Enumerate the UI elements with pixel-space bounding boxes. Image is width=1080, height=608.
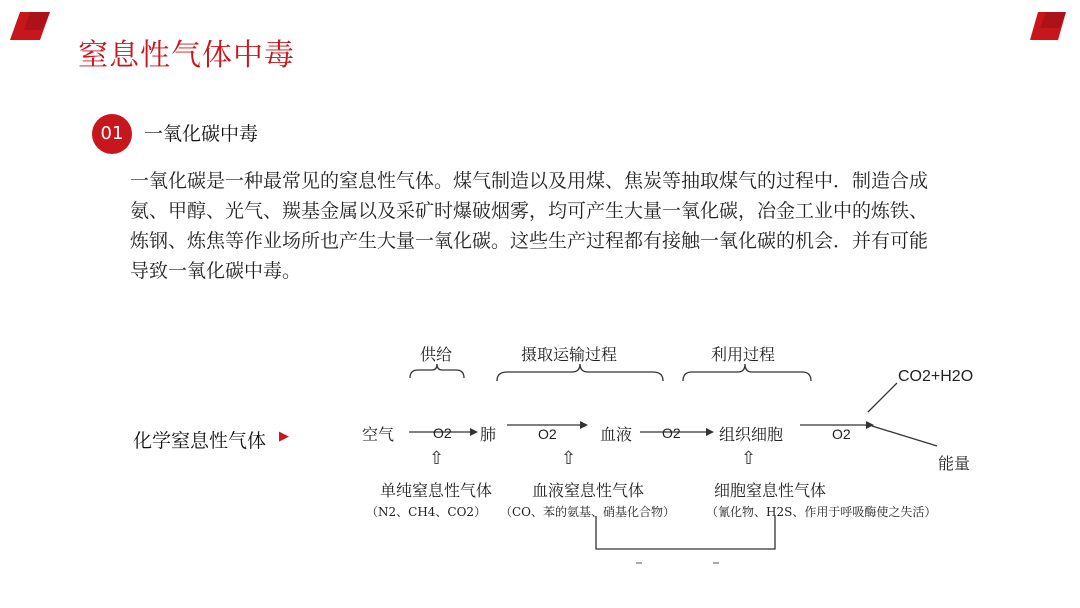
type-simple-examples: （N2、CH4、CO2） xyxy=(366,505,487,519)
paragraph-line: 一氧化碳是一种最常见的窒息性气体。煤气制造以及用煤、焦炭等抽取煤气的过程中．制造合成 xyxy=(130,170,929,192)
branch-up-co2 xyxy=(868,383,897,412)
type-cell-label: 细胞窒息性气体 xyxy=(714,481,827,500)
arrowhead-tissue-out xyxy=(866,421,874,429)
intro-paragraph xyxy=(130,166,990,286)
section-heading: 一氧化碳中毒 xyxy=(144,123,259,145)
node-o2-3: O2 xyxy=(662,425,681,441)
brace-uptake xyxy=(497,364,663,381)
type-cell-examples: （氰化物、H2S、作用于呼吸酶使之失活） xyxy=(706,505,937,519)
page-title: 窒息性气体中毒 xyxy=(78,38,295,73)
node-blood: 血液 xyxy=(600,425,633,444)
type-blood-examples: （CO、苯的氨基、硝基化合物） xyxy=(500,505,676,519)
node-tissue: 组织细胞 xyxy=(719,425,784,444)
stage-uptake-label: 摄取运输过程 xyxy=(521,345,618,364)
node-co2-h2o: CO2+H2O xyxy=(898,368,974,385)
triangle-right-icon: ▶ xyxy=(279,429,289,444)
node-energy: 能量 xyxy=(938,454,971,473)
stage-supply-label: 供给 xyxy=(420,345,453,364)
up-arrow-icon: ⇧ xyxy=(429,448,445,469)
type-blood-label: 血液窒息性气体 xyxy=(532,481,645,500)
paragraph-line: 导致一氧化碳中毒。 xyxy=(130,260,302,282)
arrowhead-lung-blood xyxy=(580,421,588,429)
brace-use xyxy=(683,364,811,381)
paragraph-line: 氨、甲醇、光气、羰基金属以及采矿时爆破烟雾，均可产生大量一氧化碳，冶金工业中的炼铁、 xyxy=(130,200,929,222)
stage-use-label: 利用过程 xyxy=(711,345,776,364)
arrowhead-blood-tissue xyxy=(706,428,714,436)
up-arrow-icon: ⇧ xyxy=(561,448,577,469)
up-arrow-icon: ⇧ xyxy=(741,448,757,469)
node-lung: 肺 xyxy=(480,425,497,444)
arrowhead-air-lung xyxy=(470,428,478,436)
node-o2-4: O2 xyxy=(832,426,851,442)
brace-supply xyxy=(410,364,464,378)
type-simple-label: 单纯窒息性气体 xyxy=(380,481,493,500)
section-number-badge: 01 xyxy=(92,114,132,154)
node-o2-1: O2 xyxy=(433,425,452,441)
node-air: 空气 xyxy=(362,425,395,444)
branch-down-energy xyxy=(872,426,937,446)
bottom-bracket xyxy=(596,516,775,549)
paragraph-line: 炼钢、炼焦等作业场所也产生大量一氧化碳。这些生产过程都有接触一氧化碳的机会．并有可能 xyxy=(130,230,929,252)
diagram-side-label: 化学窒息性气体 xyxy=(133,430,267,452)
node-o2-2: O2 xyxy=(538,426,557,442)
